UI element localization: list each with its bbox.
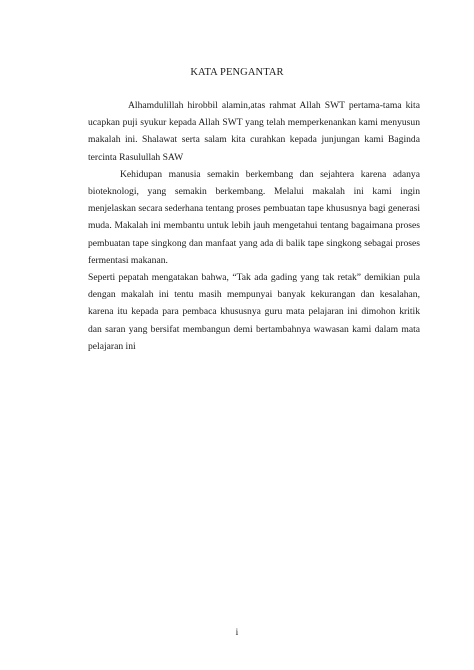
document-body: [88, 97, 420, 355]
page-title: KATA PENGANTAR: [190, 67, 284, 78]
paragraph-opening: Alhamdulillah hirobbil alamin,atas rahmat Allah SWT pertama-tama kita ucapkan puji syukur kepada Allah SWT yang telah memperkenankan kami menyusun makalah ini. Shalawat serta salam kita curahkan kepada junjungan kami Baginda tercinta Rasulullah SAW: [88, 100, 420, 163]
page-number: i: [235, 628, 239, 638]
paragraph-closing: Seperti pepatah mengatakan bahwa, “Tak ada gading yang tak retak” demikian pula dengan makalah ini tentu masih mempunyai banyak kekurangan dan kesalahan, karena itu kepada para pembaca khususnya guru mata pelajaran ini dimohon kritik dan saran yang bersifat membangun demi bertambahnya wawasan kami dalam mata pelajaran ini: [88, 272, 420, 352]
paragraph-bioteknologi: Kehidupan manusia semakin berkembang dan sejahtera karena adanya bioteknologi, yang semakin berkembang. Melalui makalah ini kami ingin menjelaskan secara sederhana tentang proses pembuatan tape khususnya bagi generasi muda. Makalah ini membantu untuk lebih jauh mengetahui tentang bagaimana proses pembuatan tape singkong dan manfaat yang ada di balik tape singkong sebagai proses fermentasi makanan.: [88, 168, 420, 266]
